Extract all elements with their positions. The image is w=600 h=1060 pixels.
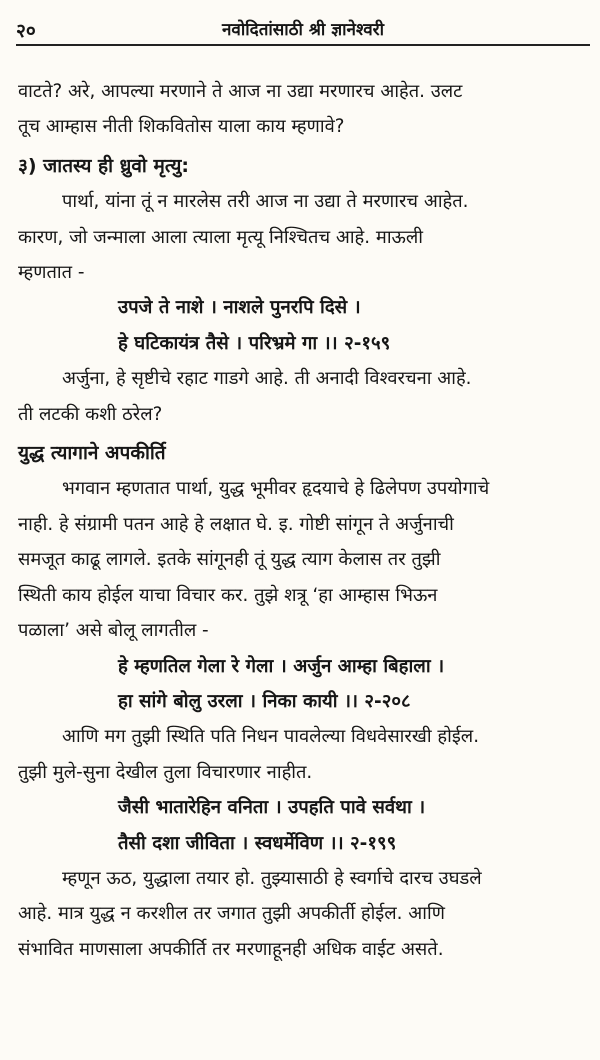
- body-line: आहे. मात्र युद्ध न करशील तर जगात तुझी अपकीर्ती होईल. आणि: [18, 903, 445, 925]
- body-line: भगवान म्हणतात पार्था, युद्ध भूमीवर हृदयाचे हे ढिलेपण उपयोगाचे: [62, 478, 490, 500]
- running-title: नवोदितांसाठी श्री ज्ञानेश्वरी: [221, 20, 385, 40]
- body-line: कारण, जो जन्माला आला त्याला मृत्यू निश्चितच आहे. माऊली: [18, 226, 424, 248]
- page-number: २०: [16, 20, 36, 42]
- body-line: पार्था, यांना तूं न मारलेस तरी आज ना उद्या ते मरणारच आहेत.: [62, 191, 469, 213]
- body-line: म्हणतात -: [18, 262, 85, 284]
- body-line: समजूत काढू लागले. इतके सांगूनही तूं युद्ध त्याग केलास तर तुझी: [18, 549, 441, 571]
- body-line: अर्जुना, हे सृष्टीचे रहाट गाडगे आहे. ती अनादी विश्वरचना आहे.: [62, 368, 472, 390]
- verse-line: हा सांगे बोलु उरला । निका कायी ।। २-२०८: [118, 690, 411, 712]
- body-line: संभावित माणसाला अपकीर्ति तर मरणाहूनही अधिक वाईट असते.: [18, 938, 444, 960]
- verse-line: तैसी दशा जीविता । स्वधर्मेविण ।। २-१९९: [118, 832, 397, 854]
- body-line: पळाला’ असे बोलू लागतील -: [18, 620, 209, 642]
- body-line: तुझी मुले-सुना देखील तुला विचारणार नाहीत.: [18, 761, 313, 783]
- body-line: म्हणून ऊठ, युद्धाला तयार हो. तुझ्यासाठी हे स्वर्गाचे दारच उघडले: [62, 867, 482, 889]
- body-line: स्थिती काय होईल याचा विचार कर. तुझे शत्रू ‘हा आम्हास भिऊन: [18, 584, 438, 606]
- body-line: आणि मग तुझी स्थिति पति निधन पावलेल्या विधवेसारखी होईल.: [62, 726, 480, 748]
- body-line: तूच आम्हास नीती शिकवितोस याला काय म्हणावे?: [18, 116, 345, 138]
- verse-line: हे म्हणतिल गेला रे गेला । अर्जुन आम्हा बिहाला ।: [118, 655, 445, 677]
- page-header: [16, 14, 590, 46]
- body-line: ती लटकी कशी ठरेल?: [18, 403, 163, 425]
- verse-line: उपजे ते नाशे । नाशले पुनरपि दिसे ।: [118, 297, 361, 319]
- section-heading: ३) जातस्य ही ध्रुवो मृत्यु:: [18, 154, 189, 177]
- body-line: वाटते? अरे, आपल्या मरणाने ते आज ना उद्या मरणारच आहेत. उलट: [18, 81, 463, 102]
- body-line: नाही. हे संग्रामी पतन आहे हे लक्षात घे. इ. गोष्टी सांगून ते अर्जुनाची: [18, 513, 454, 535]
- verse-line: जैसी भातारेहिन वनिता । उपहति पावे सर्वथा ।: [118, 797, 426, 819]
- section-heading: युद्ध त्यागाने अपकीर्ति: [18, 442, 166, 465]
- page-body: [18, 74, 588, 1052]
- verse-line: हे घटिकायंत्र तैसे । परिभ्रमे गा ।। २-१५९: [118, 332, 391, 354]
